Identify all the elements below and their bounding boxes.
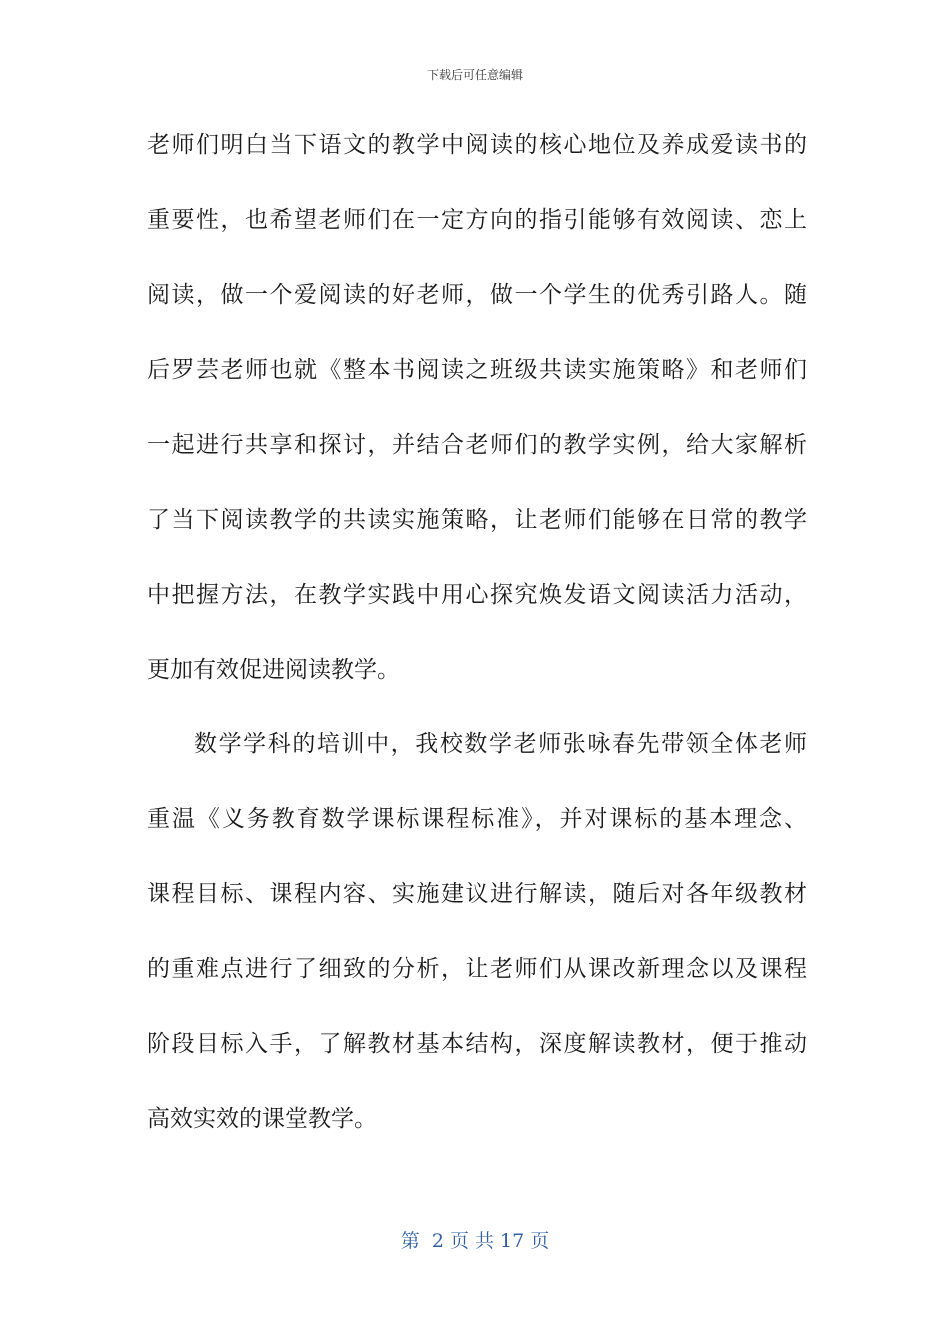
paragraph-line: 中把握方法，在教学实践中用心探究焕发语文阅读活力活动，: [147, 582, 809, 608]
paragraph-line: 的重难点进行了细致的分析，让老师们从课改新理念以及课程: [147, 956, 809, 982]
paragraph-line-indented: 数学学科的培训中，我校数学老师张咏春先带领全体老师: [194, 731, 809, 757]
paragraph-line: 一起进行共享和探讨，并结合老师们的教学实例，给大家解析: [147, 432, 809, 458]
paragraph-line: 老师们明白当下语文的教学中阅读的核心地位及养成爱读书的: [147, 132, 809, 158]
paragraph-line: 重温《义务教育数学课标课程标准》，并对课标的基本理念、: [147, 806, 809, 832]
paragraph-line: 后罗芸老师也就《整本书阅读之班级共读实施策略》和老师们: [147, 357, 809, 383]
paragraph-line: 阅读，做一个爱阅读的好老师，做一个学生的优秀引路人。随: [147, 282, 809, 308]
page-header: 下载后可任意编辑: [426, 68, 523, 82]
paragraph-line: 更加有效促进阅读教学。: [147, 657, 400, 683]
paragraph-line: 课程目标、课程内容、实施建议进行解读，随后对各年级教材: [147, 881, 809, 907]
paragraph-line: 阶段目标入手，了解教材基本结构，深度解读教材，便于推动: [147, 1031, 809, 1057]
page-number: 第 2 页 共 17 页: [400, 1230, 550, 1252]
paragraph-line: 了当下阅读教学的共读实施策略，让老师们能够在日常的教学: [147, 507, 809, 533]
paragraph-line: 重要性，也希望老师们在一定方向的指引能够有效阅读、恋上: [147, 207, 809, 233]
paragraph-line: 高效实效的课堂教学。: [147, 1106, 377, 1132]
